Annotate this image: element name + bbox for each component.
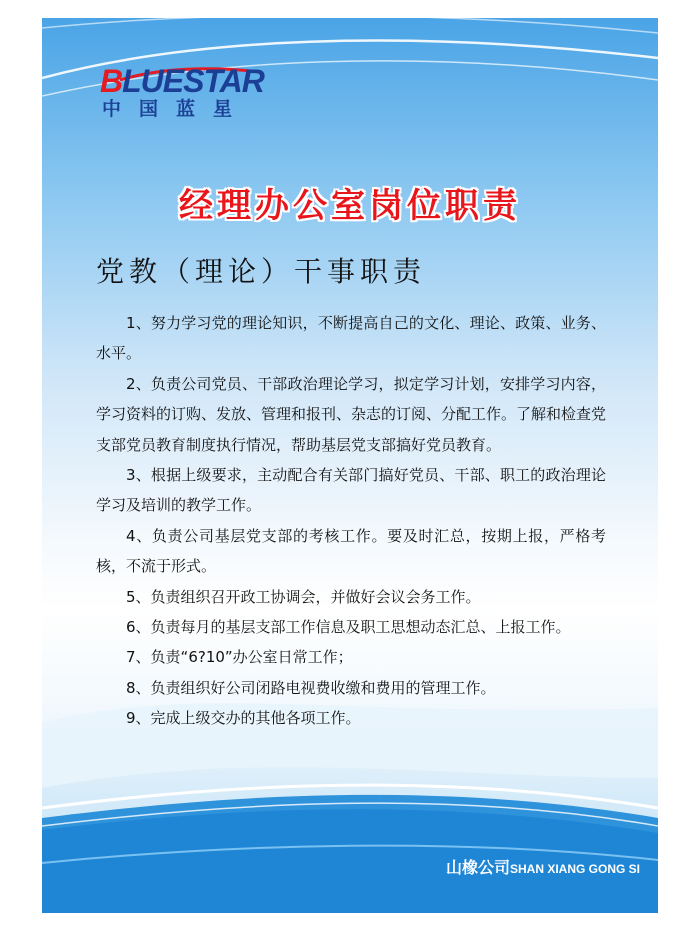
duty-item: 6、负责每月的基层支部工作信息及职工思想动态汇总、上报工作。 (126, 618, 571, 637)
duty-item: 4、负责公司基层党支部的考核工作。要及时汇总，按期上报，严格考核，不流于形式。 (96, 526, 606, 576)
section-subtitle: 党教（理论）干事职责 (96, 255, 427, 288)
company-footer (446, 856, 640, 881)
page-title: 经理办公室岗位职责 (179, 186, 521, 226)
duty-item: 5、负责组织召开政工协调会，并做好会议会务工作。 (126, 587, 481, 606)
brand-logo (100, 64, 290, 122)
poster (42, 18, 658, 913)
logo-chinese-text: 中国蓝星 (102, 98, 251, 120)
duty-item: 3、根据上级要求，主动配合有关部门搞好党员、干部、职工的政治理论学习及培训的教学工作。 (96, 466, 606, 515)
logo-rest-letters: LUESTAR (122, 63, 264, 99)
duty-item: 2、负责公司党员、干部政治理论学习，拟定学习计划，安排学习内容，学习资料的订购、发放、管理和报刊、杂志的订阅、分配工作。了解和检查党支部党员教育制度执行情况，帮助基层党支部搞好党员教育。 (96, 374, 607, 454)
duty-list (96, 308, 606, 734)
duty-item: 7、负责“6?10”办公室日常工作； (126, 648, 353, 667)
company-name-en: SHAN XIANG GONG SI (509, 862, 640, 876)
duty-item: 1、努力学习党的理论知识，不断提高自己的文化、理论、政策、业务、水平。 (96, 314, 606, 363)
duty-item: 9、完成上级交办的其他各项工作。 (126, 709, 361, 728)
logo-first-letter: B (100, 63, 123, 99)
duty-item: 8、负责组织好公司闭路电视费收缴和费用的管理工作。 (126, 678, 496, 697)
logo-english-text (100, 64, 264, 98)
company-name-cn: 山橡公司 (445, 858, 510, 877)
